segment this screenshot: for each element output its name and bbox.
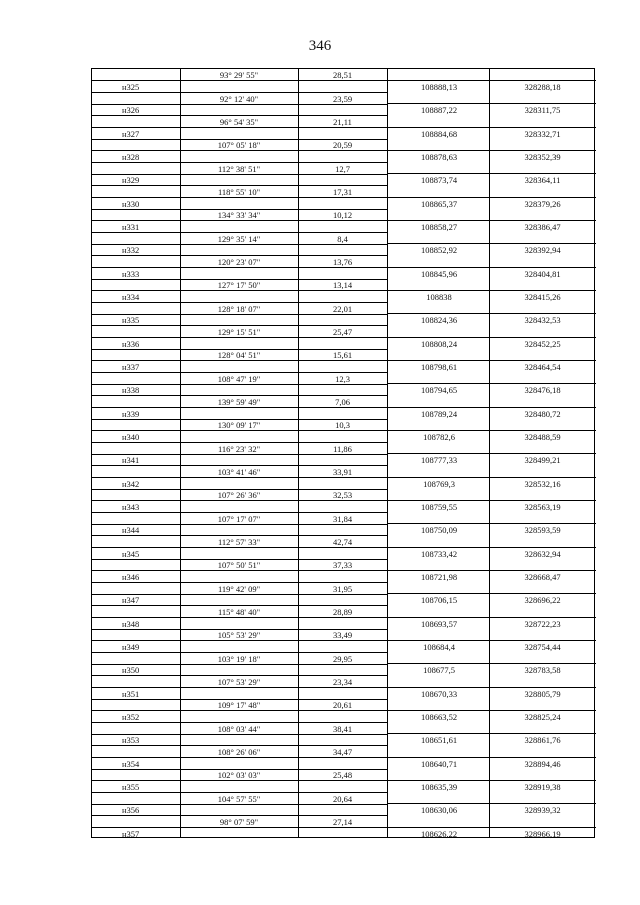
distance-cell: 11,86 — [333, 443, 352, 454]
row-divider — [92, 80, 387, 81]
row-divider — [387, 243, 596, 244]
x-coordinate-cell: 108630,06 — [420, 805, 458, 816]
angle-cell: 93° 29' 55" — [219, 70, 259, 80]
angle-cell: 103° 41' 46" — [217, 466, 261, 477]
row-divider — [387, 173, 596, 174]
row-divider — [387, 757, 596, 758]
angle-cell: 102° 03' 03" — [217, 770, 261, 781]
y-coordinate-cell: 328415,26 — [524, 291, 561, 302]
y-coordinate-cell: 328593,59 — [524, 525, 561, 536]
y-coordinate-cell: 328311,75 — [524, 105, 561, 116]
row-divider — [387, 593, 596, 594]
row-divider — [387, 500, 596, 501]
y-coordinate-cell: 328499,21 — [524, 455, 561, 466]
point-name-cell: н331 — [122, 221, 140, 232]
distance-cell: 17,31 — [332, 186, 353, 197]
distance-cell: 12,3 — [335, 373, 350, 384]
angle-cell: 128° 18' 07" — [217, 303, 261, 314]
point-name-cell: н351 — [122, 688, 140, 699]
row-divider — [387, 663, 596, 664]
row-divider — [387, 570, 596, 571]
y-coordinate-cell: 328480,72 — [524, 408, 561, 419]
point-name-cell: н343 — [122, 501, 140, 512]
distance-cell: 42,74 — [332, 536, 353, 547]
x-coordinate-cell: 108651,61 — [420, 735, 458, 746]
y-coordinate-cell: 328894,46 — [524, 758, 561, 769]
y-coordinate-cell: 328919,38 — [524, 781, 561, 792]
point-name-cell: н352 — [122, 711, 140, 722]
x-coordinate-cell: 108635,39 — [420, 781, 458, 792]
distance-cell: 20,59 — [332, 140, 353, 151]
distance-cell: 34,47 — [332, 746, 353, 757]
x-coordinate-cell: 108888,13 — [420, 82, 458, 92]
x-coordinate-cell: 108782,6 — [423, 431, 455, 442]
distance-cell: 23,59 — [332, 93, 353, 104]
angle-cell: 98° 07' 59" — [219, 816, 259, 827]
point-name-cell: н329 — [122, 175, 140, 186]
y-coordinate-cell: 328432,53 — [524, 315, 561, 326]
row-divider — [387, 477, 596, 478]
y-coordinate-cell: 328783,58 — [524, 665, 561, 676]
point-name-cell: н350 — [122, 665, 140, 676]
y-coordinate-cell: 328825,24 — [524, 711, 561, 722]
angle-cell: 129° 15' 51" — [217, 326, 261, 337]
x-coordinate-cell: 108873,74 — [420, 175, 458, 186]
row-divider — [387, 313, 596, 314]
y-coordinate-cell: 328332,71 — [524, 128, 561, 139]
y-coordinate-cell: 328404,81 — [524, 268, 561, 279]
angle-cell: 119° 42' 09" — [217, 583, 261, 594]
distance-cell: 33,49 — [332, 630, 353, 641]
point-name-cell: н337 — [122, 361, 140, 372]
y-coordinate-cell: 328464,54 — [524, 361, 561, 372]
y-coordinate-cell: 328563,19 — [524, 501, 561, 512]
point-name-cell: н335 — [122, 315, 140, 326]
point-name-cell: н345 — [122, 548, 140, 559]
distance-cell: 8,4 — [337, 233, 348, 244]
row-divider — [387, 430, 596, 431]
point-name-cell: н357 — [122, 828, 140, 839]
y-coordinate-cell: 328476,18 — [524, 385, 561, 396]
row-divider — [387, 103, 596, 104]
distance-cell: 7,06 — [335, 396, 350, 407]
y-coordinate-cell: 328352,39 — [524, 151, 561, 162]
y-coordinate-cell: 328488,59 — [524, 431, 561, 442]
x-coordinate-cell: 108824,36 — [420, 315, 458, 326]
angle-cell: 116° 23' 32" — [217, 443, 261, 454]
angle-cell: 108° 47' 19" — [217, 373, 261, 384]
angle-cell: 96° 54' 35" — [219, 116, 259, 127]
angle-cell: 112° 57' 33" — [217, 536, 261, 547]
point-name-cell: н325 — [122, 82, 140, 92]
angle-cell: 107° 53' 29" — [217, 676, 261, 687]
x-coordinate-cell: 108878,63 — [420, 151, 458, 162]
distance-cell: 22,01 — [332, 303, 353, 314]
row-divider — [387, 780, 596, 781]
row-divider — [387, 803, 596, 804]
distance-cell: 20,64 — [332, 793, 353, 804]
point-name-cell: н327 — [122, 128, 140, 139]
distance-cell: 27,14 — [332, 816, 353, 827]
point-name-cell: н333 — [122, 268, 140, 279]
row-divider — [387, 127, 596, 128]
y-coordinate-cell: 328805,79 — [524, 688, 561, 699]
distance-cell: 25,48 — [332, 770, 353, 781]
distance-cell: 37,33 — [332, 560, 353, 571]
x-coordinate-cell: 108769,3 — [423, 478, 455, 489]
x-coordinate-cell: 108706,15 — [420, 595, 458, 606]
point-name-cell: н328 — [122, 151, 140, 162]
angle-cell: 139° 59' 49" — [217, 396, 261, 407]
row-divider — [387, 80, 596, 81]
row-divider — [387, 407, 596, 408]
x-coordinate-cell: 108865,37 — [420, 198, 458, 209]
point-name-cell: н356 — [122, 805, 140, 816]
distance-cell: 29,95 — [332, 653, 353, 664]
point-name-cell: н342 — [122, 478, 140, 489]
point-name-cell: н338 — [122, 385, 140, 396]
y-coordinate-cell: 328386,47 — [524, 221, 561, 232]
angle-cell: 127° 17' 50" — [217, 280, 261, 291]
angle-cell: 128° 04' 51" — [217, 350, 261, 361]
row-divider — [387, 220, 596, 221]
y-coordinate-cell: 328364,11 — [524, 175, 561, 186]
y-coordinate-cell: 328632,94 — [524, 548, 561, 559]
row-divider — [387, 150, 596, 151]
angle-cell: 92° 12' 40" — [219, 93, 259, 104]
point-name-cell: н332 — [122, 245, 140, 256]
y-coordinate-cell: 328696,22 — [524, 595, 561, 606]
distance-cell: 25,47 — [332, 326, 353, 337]
x-coordinate-cell: 108626,22 — [420, 828, 458, 839]
page-number: 346 — [308, 38, 332, 54]
x-coordinate-cell: 108789,24 — [420, 408, 458, 419]
row-divider — [387, 383, 596, 384]
point-name-cell: н348 — [122, 618, 140, 629]
row-divider — [387, 827, 596, 828]
angle-cell: 112° 38' 51" — [217, 163, 261, 174]
distance-cell: 20,61 — [332, 700, 353, 711]
point-name-cell: н346 — [122, 571, 140, 582]
point-name-cell: н334 — [122, 291, 140, 302]
angle-cell: 120° 23' 07" — [217, 256, 261, 267]
x-coordinate-cell: 108858,27 — [420, 221, 458, 232]
point-name-cell: н355 — [122, 781, 140, 792]
x-coordinate-cell: 108721,98 — [420, 571, 458, 582]
angle-cell: 103° 19' 18" — [217, 653, 261, 664]
angle-cell: 115° 48' 40" — [217, 606, 261, 617]
row-divider — [387, 640, 596, 641]
row-divider — [387, 337, 596, 338]
point-name-cell: н326 — [122, 105, 140, 116]
angle-cell: 108° 03' 44" — [217, 723, 261, 734]
x-coordinate-cell: 108663,52 — [420, 711, 458, 722]
x-coordinate-cell: 108838 — [426, 291, 452, 302]
y-coordinate-cell: 328452,25 — [524, 338, 561, 349]
point-name-cell: н330 — [122, 198, 140, 209]
x-coordinate-cell: 108845,96 — [420, 268, 458, 279]
x-coordinate-cell: 108798,61 — [420, 361, 458, 372]
y-coordinate-cell: 328668,47 — [524, 571, 561, 582]
row-divider — [387, 290, 596, 291]
row-divider — [387, 267, 596, 268]
x-coordinate-cell: 108684,4 — [423, 641, 455, 652]
distance-cell: 38,41 — [332, 723, 353, 734]
angle-cell: 104° 57' 55" — [217, 793, 261, 804]
row-divider — [387, 360, 596, 361]
y-coordinate-cell: 328861,76 — [524, 735, 561, 746]
point-name-cell: н339 — [122, 408, 140, 419]
distance-cell: 15,61 — [332, 350, 353, 361]
coordinates-table — [91, 68, 595, 838]
distance-cell: 23,34 — [332, 676, 353, 687]
x-coordinate-cell: 108777,33 — [420, 455, 458, 466]
y-coordinate-cell: 328966,19 — [524, 828, 561, 839]
x-coordinate-cell: 108759,55 — [420, 501, 458, 512]
angle-cell: 118° 55' 10" — [217, 186, 261, 197]
row-divider — [387, 617, 596, 618]
y-coordinate-cell: 328722,23 — [524, 618, 561, 629]
point-name-cell: н341 — [122, 455, 140, 466]
y-coordinate-cell: 328754,44 — [524, 641, 561, 652]
angle-cell: 107° 50' 51" — [217, 560, 261, 571]
distance-cell: 31,84 — [332, 513, 353, 524]
point-name-cell: н349 — [122, 641, 140, 652]
x-coordinate-cell: 108670,33 — [420, 688, 458, 699]
x-coordinate-cell: 108640,71 — [420, 758, 458, 769]
angle-cell: 105° 53' 29" — [217, 630, 261, 641]
distance-cell: 10,3 — [335, 420, 350, 431]
point-name-cell: н336 — [122, 338, 140, 349]
angle-cell: 109° 17' 48" — [217, 700, 261, 711]
x-coordinate-cell: 108733,42 — [420, 548, 458, 559]
angle-cell: 107° 17' 07" — [217, 513, 261, 524]
y-coordinate-cell: 328532,16 — [524, 478, 561, 489]
distance-cell: 32,53 — [332, 490, 353, 501]
distance-cell: 21,11 — [333, 116, 352, 127]
x-coordinate-cell: 108677,5 — [423, 665, 455, 676]
angle-cell: 107° 26' 36" — [217, 490, 261, 501]
distance-cell: 31,95 — [332, 583, 353, 594]
x-coordinate-cell: 108808,24 — [420, 338, 458, 349]
distance-cell: 28,51 — [332, 70, 353, 80]
point-name-cell: н340 — [122, 431, 140, 442]
x-coordinate-cell: 108794,65 — [420, 385, 458, 396]
row-divider — [387, 687, 596, 688]
y-coordinate-cell: 328379,26 — [524, 198, 561, 209]
x-coordinate-cell: 108884,68 — [420, 128, 458, 139]
angle-cell: 108° 26' 06" — [217, 746, 261, 757]
distance-cell: 12,7 — [335, 163, 350, 174]
row-divider — [387, 197, 596, 198]
point-name-cell: н347 — [122, 595, 140, 606]
distance-cell: 13,76 — [332, 256, 353, 267]
row-divider — [387, 733, 596, 734]
point-name-cell: н344 — [122, 525, 140, 536]
distance-cell: 28,89 — [332, 606, 353, 617]
point-name-cell: н354 — [122, 758, 140, 769]
row-divider — [387, 523, 596, 524]
x-coordinate-cell: 108750,09 — [420, 525, 458, 536]
angle-cell: 134° 33' 34" — [217, 210, 261, 221]
row-divider — [387, 547, 596, 548]
distance-cell: 13,14 — [332, 280, 353, 291]
point-name-cell: н353 — [122, 735, 140, 746]
angle-cell: 107° 05' 18" — [217, 140, 261, 151]
angle-cell: 130° 09' 17" — [217, 420, 261, 431]
distance-cell: 33,91 — [332, 466, 353, 477]
distance-cell: 10,12 — [332, 210, 353, 221]
x-coordinate-cell: 108693,57 — [420, 618, 458, 629]
y-coordinate-cell: 328939,32 — [524, 805, 561, 816]
y-coordinate-cell: 328392,94 — [524, 245, 561, 256]
y-coordinate-cell: 328288,18 — [524, 82, 561, 92]
row-divider — [387, 710, 596, 711]
row-divider — [387, 453, 596, 454]
angle-cell: 129° 35' 14" — [217, 233, 261, 244]
x-coordinate-cell: 108887,22 — [420, 105, 458, 116]
x-coordinate-cell: 108852,92 — [420, 245, 458, 256]
